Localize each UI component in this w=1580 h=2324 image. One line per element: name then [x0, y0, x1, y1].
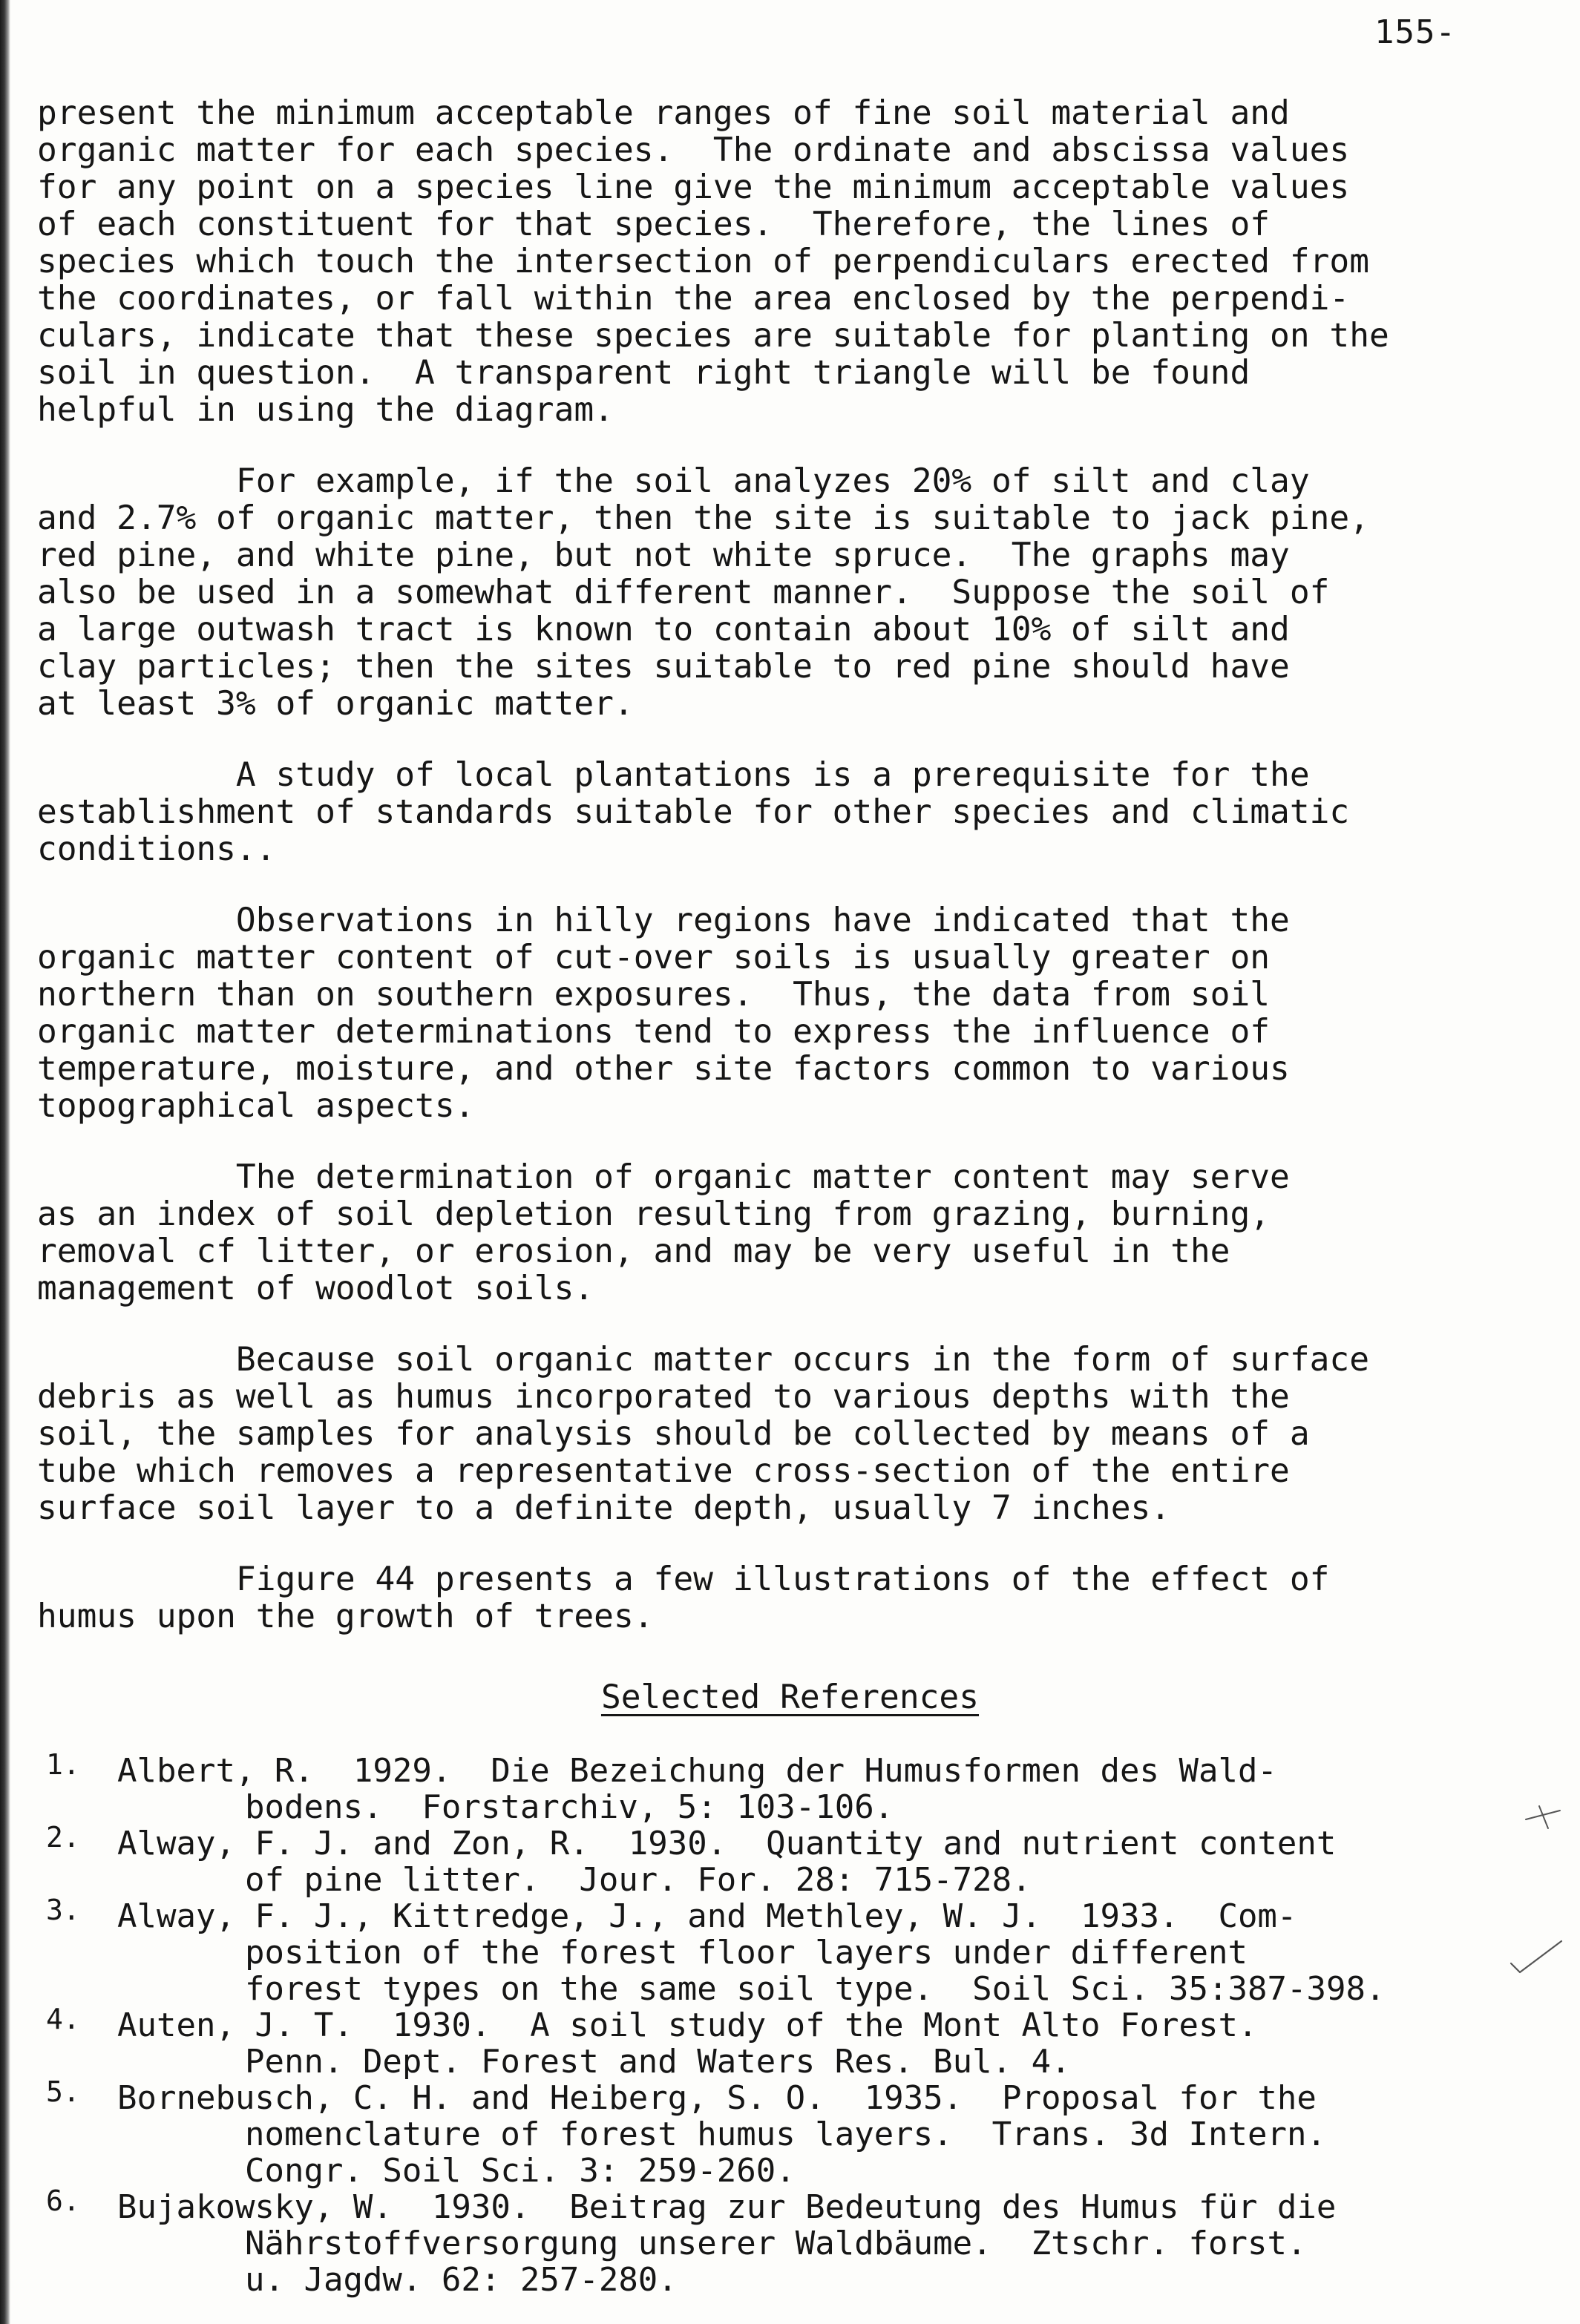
reference-number: 2. — [46, 1821, 80, 1854]
reference-line: nomenclature of forest humus layers. Trans. 3d Intern. — [245, 2115, 1326, 2153]
paragraph — [37, 1159, 1514, 1307]
text-line: soil in question. A transparent right triangle will be found — [37, 354, 1250, 392]
body-text — [37, 95, 1514, 1670]
pencil-check-mark-icon — [1507, 1935, 1566, 1980]
references-heading — [0, 1678, 1580, 1716]
reference-line: Alway, F. J., Kittredge, J., and Methley, W. J. 1933. Com- — [117, 1897, 1297, 1935]
text-line: surface soil layer to a definite depth, usually 7 inches. — [37, 1489, 1171, 1527]
text-line: topographical aspects. — [37, 1087, 475, 1125]
page-binding-edge — [0, 0, 10, 2324]
page-number: 155- — [1374, 13, 1456, 51]
text-line: removal cf litter, or erosion, and may be very useful in the — [37, 1232, 1230, 1270]
pencil-cross-mark-icon — [1523, 1802, 1563, 1833]
reference-number: 1. — [46, 1748, 80, 1781]
paragraph — [37, 1342, 1514, 1527]
reference-item — [46, 2185, 1523, 2299]
reference-number: 3. — [46, 1894, 80, 1926]
references-heading-text: Selected References — [600, 1678, 980, 1716]
reference-line: Bornebusch, C. H. and Heiberg, S. O. 1935. Proposal for the — [117, 2079, 1317, 2117]
text-line: For example, if the soil analyzes 20% of silt and clay — [37, 462, 1310, 500]
paragraph — [37, 95, 1514, 429]
reference-item — [46, 1748, 1523, 1826]
text-line: of each constituent for that species. Therefore, the lines of — [37, 206, 1271, 243]
reference-line: bodens. Forstarchiv, 5: 103-106. — [245, 1788, 894, 1826]
text-line: for any point on a species line give the minimum acceptable values — [37, 168, 1350, 206]
paragraph — [37, 757, 1514, 868]
reference-line: Alway, F. J. and Zon, R. 1930. Quantity and nutrient content — [117, 1825, 1337, 1862]
reference-line: Auten, J. T. 1930. A soil study of the Mont Alto Forest. — [117, 2006, 1258, 2044]
text-line: clay particles; then the sites suitable to red pine should have — [37, 648, 1290, 686]
reference-line: Bujakowsky, W. 1930. Beitrag zur Bedeutung des Humus für die — [117, 2188, 1337, 2226]
text-line: temperature, moisture, and other site factors common to various — [37, 1050, 1290, 1088]
reference-line: forest types on the same soil type. Soil Sci. 35:387-398. — [245, 1970, 1386, 2008]
text-line: and 2.7% of organic matter, then the site is suitable to jack pine, — [37, 499, 1370, 537]
reference-item — [46, 2075, 1523, 2190]
text-line: The determination of organic matter content may serve — [37, 1158, 1290, 1196]
text-line: organic matter content of cut-over soils is usually greater on — [37, 939, 1271, 976]
reference-line: u. Jagdw. 62: 257-280. — [245, 2261, 678, 2299]
reference-item — [46, 2003, 1523, 2081]
text-line: northern than on southern exposures. Thus, the data from soil — [37, 976, 1271, 1014]
text-line: also be used in a somewhat different manner. Suppose the soil of — [37, 574, 1330, 611]
text-line: present the minimum acceptable ranges of fine soil material and — [37, 94, 1290, 132]
reference-list — [46, 1748, 1523, 2299]
reference-number: 4. — [46, 2003, 80, 2035]
text-line: red pine, and white pine, but not white spruce. The graphs may — [37, 536, 1290, 574]
reference-line: Nährstoffversorgung unserer Waldbäume. Ztschr. forst. — [245, 2225, 1307, 2262]
reference-line: position of the forest floor layers under different — [245, 1934, 1248, 1972]
paragraph — [37, 463, 1514, 723]
text-line: species which touch the intersection of perpendiculars erected from — [37, 243, 1370, 280]
paragraph — [37, 902, 1514, 1125]
reference-item — [46, 1821, 1523, 1899]
reference-number: 6. — [46, 2185, 80, 2217]
text-line: soil, the samples for analysis should be collected by means of a — [37, 1415, 1310, 1453]
text-line: Because soil organic matter occurs in the form of surface — [37, 1341, 1370, 1379]
text-line: helpful in using the diagram. — [37, 391, 614, 429]
reference-item — [46, 1894, 1523, 2008]
paragraph — [37, 1561, 1514, 1635]
text-line: Figure 44 presents a few illustrations of the effect of — [37, 1560, 1330, 1598]
reference-number: 5. — [46, 2075, 80, 2108]
text-line: Observations in hilly regions have indicated that the — [37, 902, 1290, 939]
text-line: organic matter determinations tend to express the influence of — [37, 1013, 1271, 1051]
text-line: A study of local plantations is a prerequisite for the — [37, 756, 1310, 794]
text-line: the coordinates, or fall within the area enclosed by the perpendi- — [37, 280, 1350, 318]
text-line: at least 3% of organic matter. — [37, 685, 634, 723]
reference-line: Congr. Soil Sci. 3: 259-260. — [245, 2152, 796, 2190]
text-line: humus upon the growth of trees. — [37, 1598, 654, 1635]
text-line: organic matter for each species. The ordinate and abscissa values — [37, 131, 1350, 169]
text-line: as an index of soil depletion resulting from grazing, burning, — [37, 1195, 1271, 1233]
reference-line: of pine litter. Jour. For. 28: 715-728. — [245, 1861, 1032, 1899]
reference-line: Albert, R. 1929. Die Bezeichung der Humusformen des Wald- — [117, 1752, 1277, 1790]
text-line: culars, indicate that these species are suitable for planting on the — [37, 317, 1389, 355]
text-line: management of woodlot soils. — [37, 1270, 594, 1307]
text-line: establishment of standards suitable for other species and climatic — [37, 793, 1350, 831]
text-line: tube which removes a representative cross-section of the entire — [37, 1452, 1290, 1490]
text-line: debris as well as humus incorporated to various depths with the — [37, 1378, 1290, 1416]
text-line: a large outwash tract is known to contain about 10% of silt and — [37, 611, 1290, 649]
reference-line: Penn. Dept. Forest and Waters Res. Bul. 4. — [245, 2043, 1071, 2081]
text-line: conditions.. — [37, 830, 276, 868]
